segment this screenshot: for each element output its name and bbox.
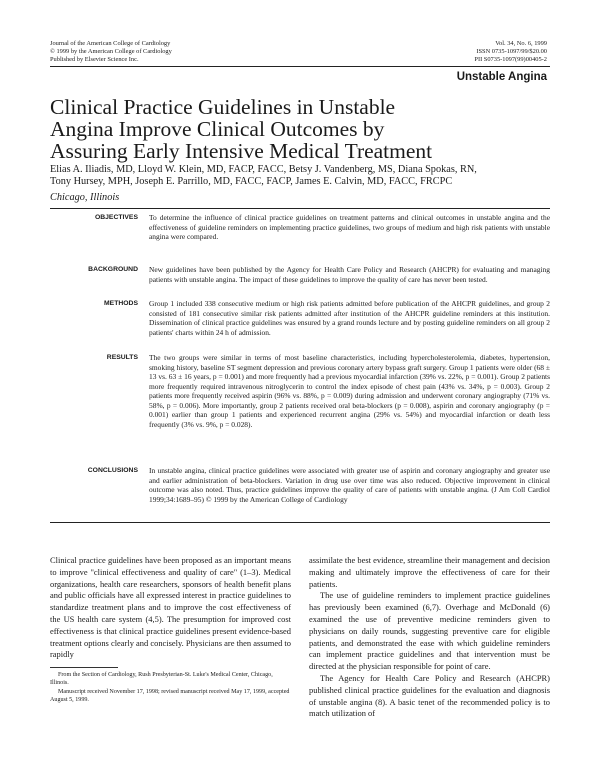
title-line: Clinical Practice Guidelines in Unstable <box>50 95 396 119</box>
title-line: Angina Improve Clinical Outcomes by <box>50 117 385 141</box>
abstract-text: The two groups were similar in terms of most baseline characteristics, including hypercholesterolemia, diabetes, hypertension, smoking history, baseline ST segment depression and previous coronary artery bypass graft surgery. Group 1 patients were older (68 ± 13 vs. 63 ± 16 years, p = 0.001) and more frequently had a previous myocardial infarction (39% vs. 22%, p = 0.001). Group 2 patients more frequently required intravenous nitroglycerin to control the index episode of chest pain (43% vs. 34%, p = 0.003). Group 2 patients more frequently received aspirin (96% vs. 88%, p = 0.009) during admission and underwent coronary angiography (71% vs. 58%, p = 0.006). More importantly, group 2 patients received oral beta-blockers (p = 0.008), aspirin and coronary angiography (p = 0.001) earlier than group 1 patients and experienced recurrent angina (29% vs. 54%) and myocardial infarction or death less frequently (3% vs. 9%, p = 0.028). <box>149 353 550 429</box>
abstract-text: To determine the influence of clinical practice guidelines on treatment patterns and clinical outcomes in unstable angina and the effectiveness of guideline reminders on implementing practice guidelines, two groups of medium and high risk patients with unstable angina were compared. <box>149 213 550 241</box>
abstract-text: New guidelines have been published by the Agency for Health Care Policy and Research (AHCPR) for evaluating and managing patients with unstable angina. The impact of these guidelines to improve the quality of care has never been tested. <box>149 265 550 284</box>
journal-name: Journal of the American College of Cardiology <box>50 40 171 47</box>
body-column-left <box>50 555 291 661</box>
issn-line: ISSN 0735-1097/99/$20.00 <box>476 48 547 55</box>
pii-line: PII S0735-1097(99)00405-2 <box>474 56 547 63</box>
abstract-label: METHODS <box>104 300 138 307</box>
journal-header-left <box>50 40 172 64</box>
section-label: Unstable Angina <box>456 71 547 83</box>
abstract-top-divider <box>50 208 550 209</box>
volume-line: Vol. 34, No. 6, 1999 <box>495 40 547 47</box>
author-line: Tony Hursey, MPH, Joseph E. Parrillo, MD, FACC, FACP, James E. Calvin, MD, FACC, FRCPC <box>50 176 453 187</box>
title-line: Assuring Early Intensive Medical Treatment <box>50 139 433 163</box>
abstract-text: Group 1 included 338 consecutive medium or high risk patients admitted before publication of the AHCPR guidelines, and group 2 consisted of 181 consecutive similar risk patients admitted after institution of the AHCPR guideline reminders at this institution. Dissemination of clinical practice guidelines was ensured by a grand rounds lecture and by posting guideline reminders on all group 2 patients' charts within 24 h of admission. <box>149 299 550 337</box>
abstract-text: In unstable angina, clinical practice guidelines were associated with greater use of aspirin and coronary angiography and greater use and earlier administration of beta-blockers. Variation in drug use over time was also reduced. Objective improvement in clinical outcome was also noted. Thus, practice guidelines improve the quality of care of patients with unstable angina. (J Am Coll Cardiol 1999;34:1689–95) © 1999 by the American College of Cardiology <box>149 466 550 504</box>
abstract-label: CONCLUSIONS <box>87 467 138 474</box>
publisher-line: Published by Elsevier Science Inc. <box>50 56 139 63</box>
abstract-label: OBJECTIVES <box>94 214 138 221</box>
abstract-label: BACKGROUND <box>88 266 138 273</box>
body-column-right <box>309 555 550 720</box>
body-paragraph: Clinical practice guidelines have been proposed as an important means to improve "clinical effectiveness and quality of care" (1–3). Medical organizations, health care researchers, sponsors of health benefit plans and public officials have all expressed interest in practice guidelines to standardize treatment plans and to improve the cost effectiveness of the US health care system (4,5). The presumption for improved cost effectiveness is that clinical practice guidelines present evidence-based treatment options clearly and concisely. Physicians are then assumed to rapidly <box>50 555 291 660</box>
article-title <box>50 96 550 162</box>
footnote-divider <box>50 667 118 668</box>
body-paragraph: assimilate the best evidence, streamline their management and decision making and ultimately improve the effectiveness of care for their patients. <box>309 555 550 589</box>
abstract-label: RESULTS <box>106 354 138 361</box>
abstract-bottom-divider <box>50 522 550 523</box>
journal-header-right <box>474 40 547 64</box>
header-divider <box>50 66 550 67</box>
footnotes <box>50 671 291 705</box>
author-list <box>50 164 550 188</box>
body-paragraph: The Agency for Health Care Policy and Research (AHCPR) published clinical practice guidelines for the evaluation and diagnosis of unstable angina (8). A basic tenet of the recommended policy is to match utilization of <box>309 672 550 719</box>
author-line: Elias A. Iliadis, MD, Lloyd W. Klein, MD, FACP, FACC, Betsy J. Vandenberg, MS, Diana Spokas, RN, <box>50 164 477 175</box>
body-paragraph: The use of guideline reminders to implement practice guidelines has previously been examined (6,7). Overhage and McDonald (6) examined the use of preventive medicine reminders given to physicians on daily rounds, suggesting preventive care for eligible patients, and demonstrated the ease with which guideline reminders can implement practice guidelines and that intervention must be directed at the physician responsible for point of care. <box>309 590 550 672</box>
affiliation: Chicago, Illinois <box>50 192 120 203</box>
copyright-line: © 1999 by the American College of Cardiology <box>50 48 172 55</box>
footnote: Manuscript received November 17, 1998; revised manuscript received May 17, 1999, accepted August 5, 1999. <box>50 688 290 704</box>
footnote: From the Section of Cardiology, Rush Presbyterian-St. Luke's Medical Center, Chicago, Illinois. <box>50 672 273 687</box>
